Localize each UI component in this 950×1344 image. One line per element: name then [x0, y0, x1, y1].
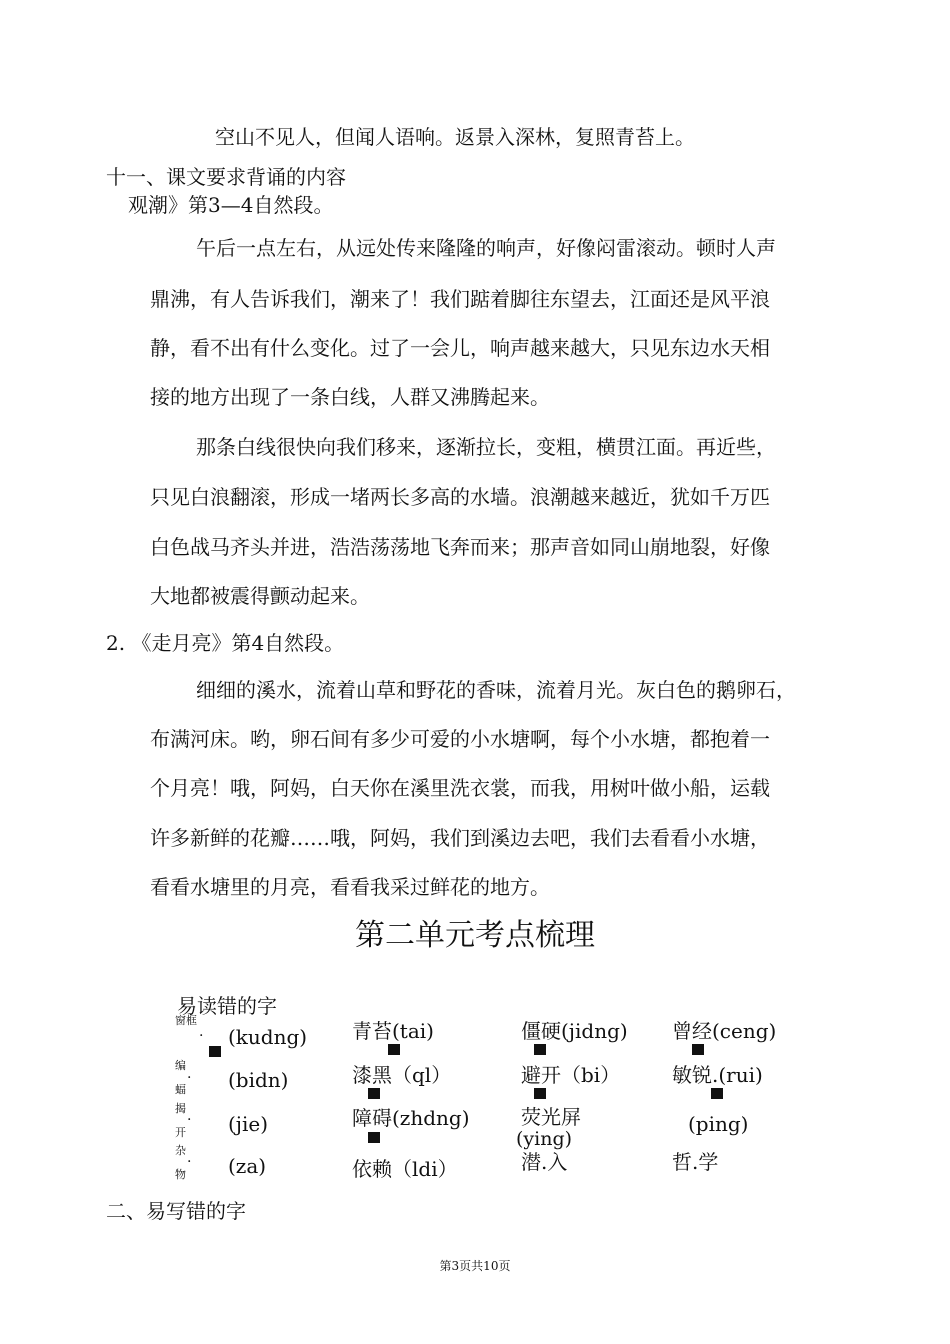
misread-heading: 易读错的字 [177, 994, 277, 1018]
emphasis-dot: . [199, 1024, 204, 1040]
para1-line: 午后一点左右，从远处传来隆隆的响声，好像闷雷滚动。顿时人声 [196, 236, 776, 260]
para3-line: 看看水塘里的月亮，看看我采过鲜花的地方。 [150, 875, 550, 899]
col3-entry: 避开（bi） [521, 1063, 621, 1087]
col1-char: 杂 [175, 1144, 186, 1157]
col1-pinyin: (kudng) [228, 1025, 308, 1049]
redacted-mark [711, 1088, 723, 1099]
col1-char: 蝠 [175, 1083, 186, 1096]
col1-char: 物 [175, 1168, 186, 1181]
col4-entry: 哲.学 [672, 1150, 719, 1174]
para1-line: 接的地方出现了一条白线，人群又沸腾起来。 [150, 385, 550, 409]
redacted-mark [534, 1088, 546, 1099]
col3-entry: 荧光屏 [521, 1105, 581, 1129]
redacted-mark [209, 1046, 221, 1057]
redacted-mark [368, 1088, 380, 1099]
emphasis-dot: . [187, 1066, 192, 1082]
section-heading: 十一、课文要求背诵的内容 [106, 165, 346, 189]
emphasis-dot: . [187, 1108, 192, 1124]
item1-title: 观潮》第3—4自然段。 [128, 193, 334, 217]
col4-entry: 曾经(ceng) [672, 1019, 777, 1043]
col3-entry: 潜.入 [521, 1150, 568, 1174]
redacted-mark [692, 1044, 704, 1055]
para2-line: 那条白线很快向我们移来，逐渐拉长，变粗，横贯江面。再近些， [196, 435, 776, 459]
col1-char: 揭 [175, 1102, 186, 1115]
poem-line: 空山不见人，但闻人语响。返景入深林，复照青苔上。 [215, 125, 695, 149]
para2-line: 白色战马齐头并进，浩浩荡荡地飞奔而来；那声音如同山崩地裂，好像 [150, 535, 770, 559]
redacted-mark [368, 1132, 380, 1143]
col2-entry: 障碍(zhdng) [352, 1106, 470, 1130]
redacted-mark [534, 1044, 546, 1055]
col3-pinyin-partial: (ying) [516, 1128, 573, 1150]
redacted-mark [388, 1044, 400, 1055]
col4-entry: 敏锐.(rui) [672, 1063, 763, 1087]
para3-line: 许多新鲜的花瓣……哦，阿妈，我们到溪边去吧，我们去看看小水塘， [150, 826, 770, 850]
col4-entry: (ping) [688, 1112, 749, 1136]
col1-char: 开 [175, 1126, 186, 1139]
para1-line: 鼎沸，有人告诉我们，潮来了！我们踮着脚往东望去，江面还是风平浪 [150, 287, 770, 311]
unit-title: 第二单元考点梳理 [355, 918, 595, 953]
col1-pinyin: (jie) [228, 1112, 269, 1136]
emphasis-dot: . [187, 1150, 192, 1166]
page-footer: 第3页共10页 [439, 1259, 511, 1273]
col3-entry: 僵硬(jidng) [521, 1019, 628, 1043]
col2-entry: 漆黑（ql） [352, 1063, 452, 1087]
col1-pinyin: (bidn) [228, 1068, 289, 1092]
col2-entry: 青苔(tai) [352, 1019, 434, 1043]
para3-line: 细细的溪水，流着山草和野花的香味，流着月光。灰白色的鹅卵石， [196, 678, 796, 702]
col1-pinyin: (za) [228, 1154, 267, 1178]
para3-line: 布满河床。哟，卵石间有多少可爱的小水塘啊，每个小水塘，都抱着一 [150, 727, 770, 751]
col2-entry: 依赖（ldi） [352, 1157, 458, 1181]
item2-title: 2. 《走月亮》第4自然段。 [106, 631, 345, 655]
miswrite-heading: 二、易写错的字 [106, 1199, 246, 1223]
para2-line: 大地都被震得颤动起来。 [150, 584, 370, 608]
col1-char: 窗框 [175, 1014, 197, 1027]
para3-line: 个月亮！哦，阿妈，白天你在溪里洗衣裳，而我，用树叶做小船，运载 [150, 776, 770, 800]
para1-line: 静，看不出有什么变化。过了一会儿，响声越来越大，只见东边水天相 [150, 336, 770, 360]
col1-char: 编 [175, 1059, 186, 1072]
para2-line: 只见白浪翻滚，形成一堵两长多高的水墙。浪潮越来越近，犹如千万匹 [150, 485, 770, 509]
